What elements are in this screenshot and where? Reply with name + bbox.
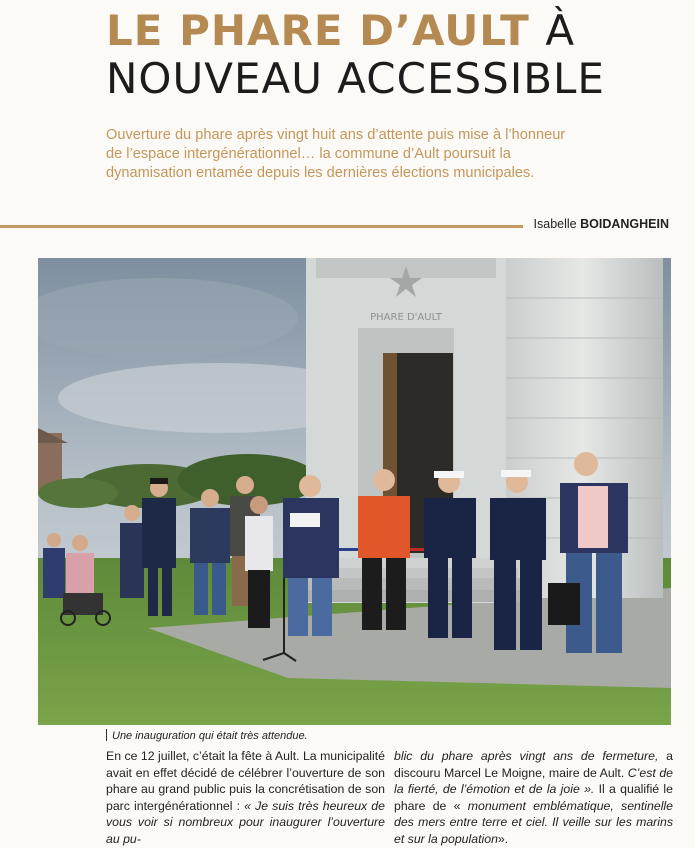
divider-rule xyxy=(0,225,523,228)
body-quote: C’est de la fierté, de l’émotion et de la joie ». xyxy=(394,765,673,797)
body-text: En ce 12 juillet, c’était la fête à Ault. La municipalité avait en effet décidé de célébrer l’ouverture de son phare au grand public puis la concrétisation de son parc intergénérationnel : xyxy=(106,749,385,813)
caption-text: Une inauguration qui était très attendue. xyxy=(112,730,308,742)
headline-accent: LE PHARE D’AULT xyxy=(106,6,530,55)
body-column-left xyxy=(106,748,385,848)
body-paragraph-right xyxy=(394,748,673,848)
caption-bar xyxy=(106,729,107,741)
lead-paragraph: Ouverture du phare après vingt huit ans d’attente puis mise à l’honneur de l’espace intergénérationnel… la commune d’Ault poursuit la dynamisation entamée depuis les dernières élections municipales. xyxy=(106,127,566,181)
photo-caption xyxy=(106,729,308,742)
body-text: a discouru Marcel Le Moigne, maire de Ault. xyxy=(394,749,673,780)
body-column-right xyxy=(394,748,673,848)
plaque-text: PHARE D'AULT xyxy=(370,312,442,323)
body-text: Il a qualifié le phare de « xyxy=(394,782,673,813)
headline-line-1 xyxy=(106,6,575,55)
body-quote: blic du phare après vingt ans de fermeture, xyxy=(394,749,659,763)
body-text: ». xyxy=(497,831,509,846)
author-last-name: BOIDANGHEIN xyxy=(580,217,669,231)
lighthouse-photo xyxy=(38,258,671,725)
headline-line-2: NOUVEAU ACCESSIBLE xyxy=(106,54,605,103)
author-byline xyxy=(534,217,669,231)
headline-tail: À xyxy=(545,6,576,55)
body-quote: « Je suis très heureux de vous voir si nombreux pour inaugurer l’ouverture au pu- xyxy=(106,798,385,846)
body-paragraph-left xyxy=(106,748,385,848)
body-quote: monument emblématique, sentinelle des mers entre terre et ciel. Il veille sur les marins et sur la population xyxy=(394,798,674,846)
author-first-name: Isabelle xyxy=(533,217,577,231)
